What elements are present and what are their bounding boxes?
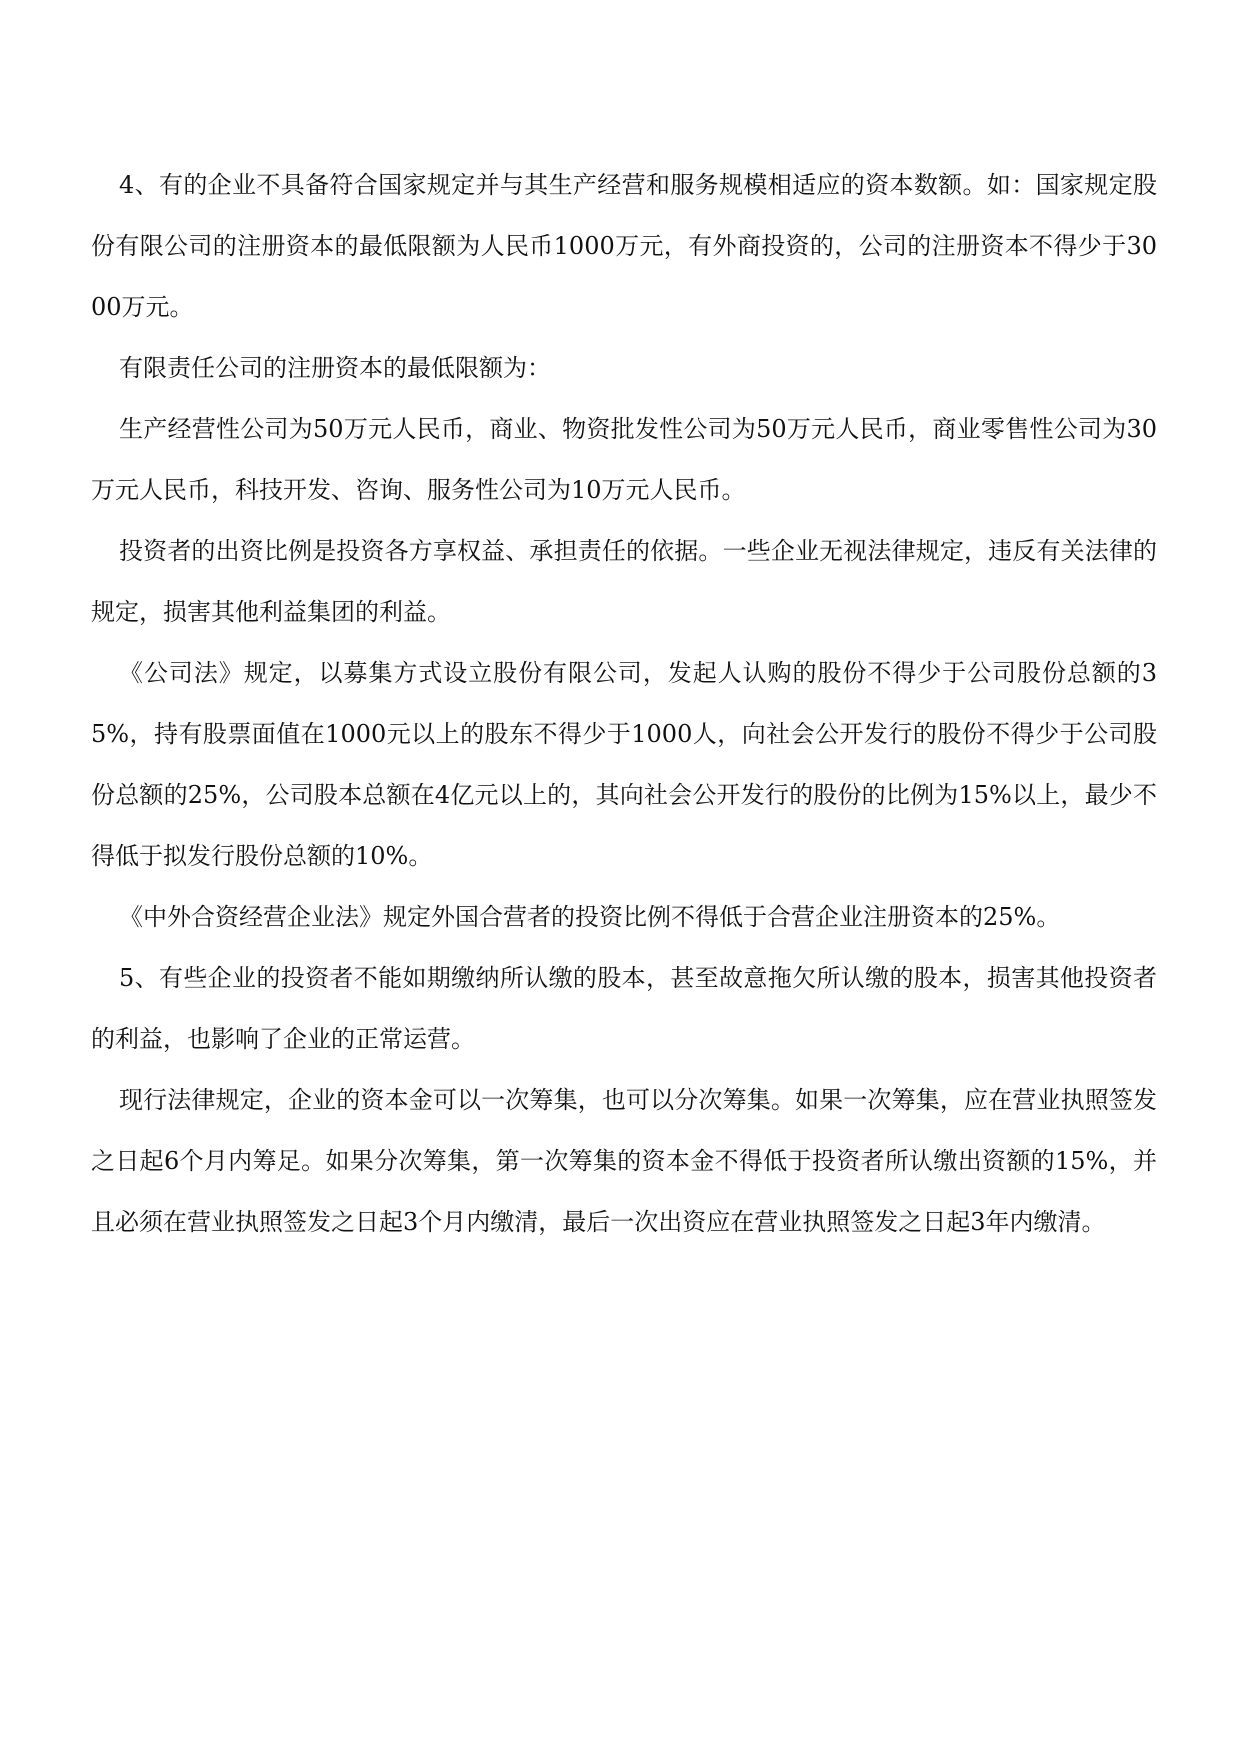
paragraph-company-types: 生产经营性公司为50万元人民币，商业、物资批发性公司为50万元人民币，商业零售性公司为30万元人民币，科技开发、咨询、服务性公司为10万元人民币。 (91, 415, 1157, 504)
paragraph-unpaid-capital: 5、有些企业的投资者不能如期缴纳所认缴的股本，甚至故意拖欠所认缴的股本，损害其他投资者的利益，也影响了企业的正常运营。 (91, 964, 1157, 1053)
paragraph-llc-minimum: 有限责任公司的注册资本的最低限额为： (119, 354, 551, 382)
paragraph-company-law: 《公司法》规定，以募集方式设立股份有限公司，发起人认购的股份不得少于公司股份总额的35%，持有股票面值在1000元以上的股东不得少于1000人，向社会公开发行的股份不得少于公司股份总额的25%，公司股本总额在4亿元以上的，其向社会公开发行的股份的比例为15%以上，最少不得低于拟发行股份总额的10%。 (91, 659, 1157, 870)
paragraph-capital-raising: 现行法律规定，企业的资本金可以一次筹集，也可以分次筹集。如果一次筹集，应在营业执照签发之日起6个月内筹足。如果分次筹集，第一次筹集的资本金不得低于投资者所认缴出资额的15%，并且必须在营业执照签发之日起3个月内缴清，最后一次出资应在营业执照签发之日起3年内缴清。 (91, 1086, 1157, 1236)
document-body (91, 155, 1157, 1253)
paragraph-capital-requirement: 4、有的企业不具备符合国家规定并与其生产经营和服务规模相适应的资本数额。如：国家规定股份有限公司的注册资本的最低限额为人民币1000万元，有外商投资的，公司的注册资本不得少于3000万元。 (91, 171, 1157, 321)
paragraph-contribution-ratio: 投资者的出资比例是投资各方享权益、承担责任的依据。一些企业无视法律规定，违反有关法律的规定，损害其他利益集团的利益。 (91, 537, 1157, 626)
paragraph-joint-venture-law: 《中外合资经营企业法》规定外国合营者的投资比例不得低于合营企业注册资本的25%。 (119, 903, 1061, 931)
